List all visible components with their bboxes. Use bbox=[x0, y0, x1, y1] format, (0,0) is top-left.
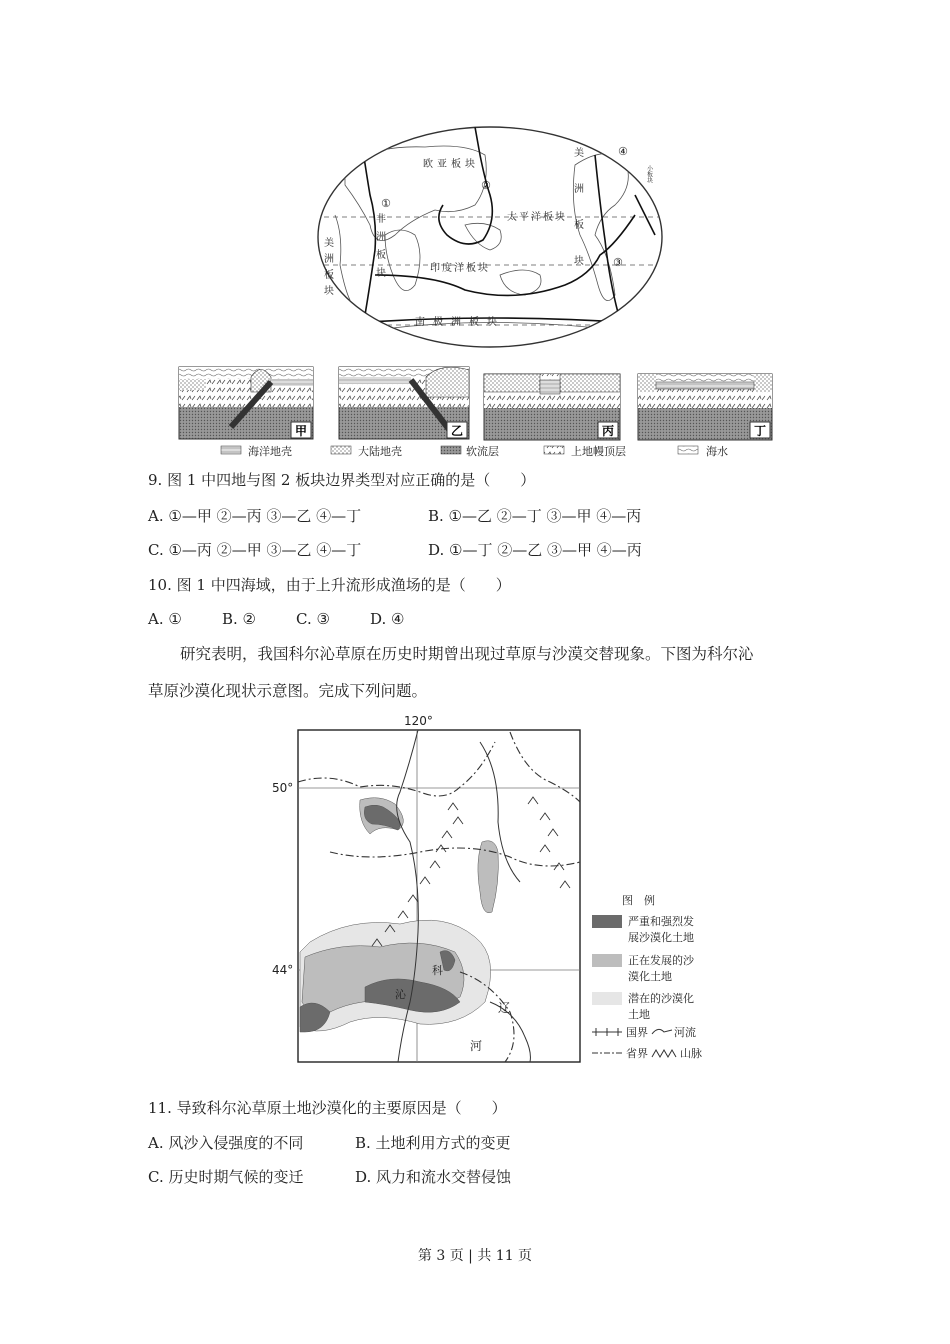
q11-option-b[interactable]: B. 土地利用方式的变更 bbox=[355, 1134, 511, 1152]
map-legend-title: 图 例 bbox=[622, 894, 655, 907]
legend-seawater: 海水 bbox=[706, 445, 728, 458]
q9-option-c[interactable]: C. ①—丙 ②—甲 ③—乙 ④—丁 bbox=[148, 541, 362, 559]
place-qin-label: 沁 bbox=[395, 988, 406, 1001]
legend-potential-line2: 土地 bbox=[628, 1008, 650, 1021]
legend-asthenosphere-swatch bbox=[441, 446, 461, 454]
legend-river-symbol bbox=[652, 1029, 672, 1034]
q11-stem: 11. 导致科尔沁草原土地沙漠化的主要原因是（ ） bbox=[148, 1099, 507, 1117]
q10-option-b[interactable]: B. ② bbox=[222, 610, 257, 628]
section-bing bbox=[484, 374, 620, 440]
pacific-plate-label: 太平洋板块 bbox=[507, 212, 567, 223]
legend-province-label: 省界 bbox=[626, 1047, 648, 1060]
legend-severe-swatch bbox=[592, 915, 622, 928]
legend-developing-line2: 漠化土地 bbox=[628, 970, 672, 983]
legend-potential-line1: 潜在的沙漠化 bbox=[628, 992, 694, 1005]
plate-map-figure bbox=[315, 125, 665, 350]
legend-severe-line1: 严重和强烈发 bbox=[628, 915, 694, 928]
point-1: ① bbox=[381, 197, 391, 210]
legend-border-label: 国界 bbox=[626, 1026, 648, 1039]
legend-mountain-label: 山脉 bbox=[680, 1047, 702, 1060]
indian-plate-label: 印度洋板块 bbox=[430, 263, 490, 274]
q9-stem: 9. 图 1 中四地与图 2 板块边界类型对应正确的是（ ） bbox=[148, 471, 536, 489]
q10-option-c[interactable]: C. ③ bbox=[296, 610, 330, 628]
legend-upper-mantle: 上地幔顶层 bbox=[571, 445, 626, 458]
legend-upper-mantle-swatch bbox=[544, 446, 564, 454]
q9-option-d[interactable]: D. ①—丁 ②—乙 ③—甲 ④—丙 bbox=[428, 541, 642, 559]
passage-line-1: 研究表明，我国科尔沁草原在历史时期曾出现过草原与沙漠交替现象。下图为科尔沁 bbox=[180, 645, 754, 663]
q10-option-d[interactable]: D. ④ bbox=[370, 610, 405, 628]
place-ke-label: 科 bbox=[432, 964, 443, 977]
panel-ding-label: 丁 bbox=[754, 424, 767, 438]
latitude-50-label: 50° bbox=[272, 781, 294, 795]
legend-border-symbol bbox=[592, 1028, 622, 1036]
legend-asthenosphere: 软流层 bbox=[466, 445, 499, 458]
antarctic-plate-label: 南极洲板块 bbox=[415, 317, 505, 328]
legend-continental-crust-swatch bbox=[331, 446, 351, 454]
panel-jia-label: 甲 bbox=[295, 424, 308, 438]
eurasian-plate-label: 欧亚板块 bbox=[423, 159, 479, 170]
panel-bing-label: 丙 bbox=[602, 424, 615, 438]
legend-developing-line1: 正在发展的沙 bbox=[628, 954, 694, 967]
boundary-sections-figure bbox=[176, 362, 776, 462]
panel-yi-label: 乙 bbox=[451, 424, 464, 438]
legend-river-label: 河流 bbox=[674, 1026, 696, 1039]
legend-potential-swatch bbox=[592, 992, 622, 1005]
section-jia bbox=[179, 367, 313, 439]
horqin-desertification-map bbox=[270, 712, 720, 1064]
q9-option-a[interactable]: A. ①—甲 ②—丙 ③—乙 ④—丁 bbox=[148, 507, 362, 525]
point-2: ② bbox=[481, 179, 491, 192]
latitude-44-label: 44° bbox=[272, 963, 294, 977]
q9-option-b[interactable]: B. ①—乙 ②—丁 ③—甲 ④—丙 bbox=[428, 507, 642, 525]
american-plate-west-label: 美洲板块 bbox=[321, 237, 333, 301]
river-he-label: 河 bbox=[470, 1039, 483, 1053]
q11-option-c[interactable]: C. 历史时期气候的变迁 bbox=[148, 1168, 304, 1186]
section-yi bbox=[339, 367, 469, 439]
q10-stem: 10. 图 1 中四海域，由于上升流形成渔场的是（ ） bbox=[148, 576, 511, 594]
legend-developing-swatch bbox=[592, 954, 622, 967]
q11-option-a[interactable]: A. 风沙入侵强度的不同 bbox=[148, 1134, 304, 1152]
legend-continental-crust: 大陆地壳 bbox=[358, 445, 402, 458]
q10-option-a[interactable]: A. ① bbox=[148, 610, 182, 628]
legend-severe-line2: 展沙漠化土地 bbox=[628, 931, 694, 944]
legend-mountain-symbol bbox=[652, 1050, 676, 1057]
legend-ocean-crust-swatch bbox=[221, 446, 241, 454]
page-footer: 第 3 页 | 共 11 页 bbox=[417, 1248, 533, 1264]
legend-ocean-crust: 海洋地壳 bbox=[248, 445, 292, 458]
q11-option-d[interactable]: D. 风力和流水交替侵蚀 bbox=[355, 1168, 512, 1186]
small-plate-label: 小板块 bbox=[645, 165, 653, 183]
river-liao-label: 辽 bbox=[498, 1001, 511, 1015]
passage-line-2: 草原沙漠化现状示意图。完成下列问题。 bbox=[148, 682, 428, 700]
point-4: ④ bbox=[618, 145, 628, 158]
american-plate-east-label: 美洲板块 bbox=[571, 147, 583, 291]
section-ding bbox=[638, 374, 772, 440]
longitude-120-label: 120° bbox=[404, 714, 433, 728]
point-3: ③ bbox=[613, 256, 623, 269]
african-plate-label: 非洲板块 bbox=[373, 213, 385, 285]
legend-seawater-swatch bbox=[678, 446, 698, 454]
